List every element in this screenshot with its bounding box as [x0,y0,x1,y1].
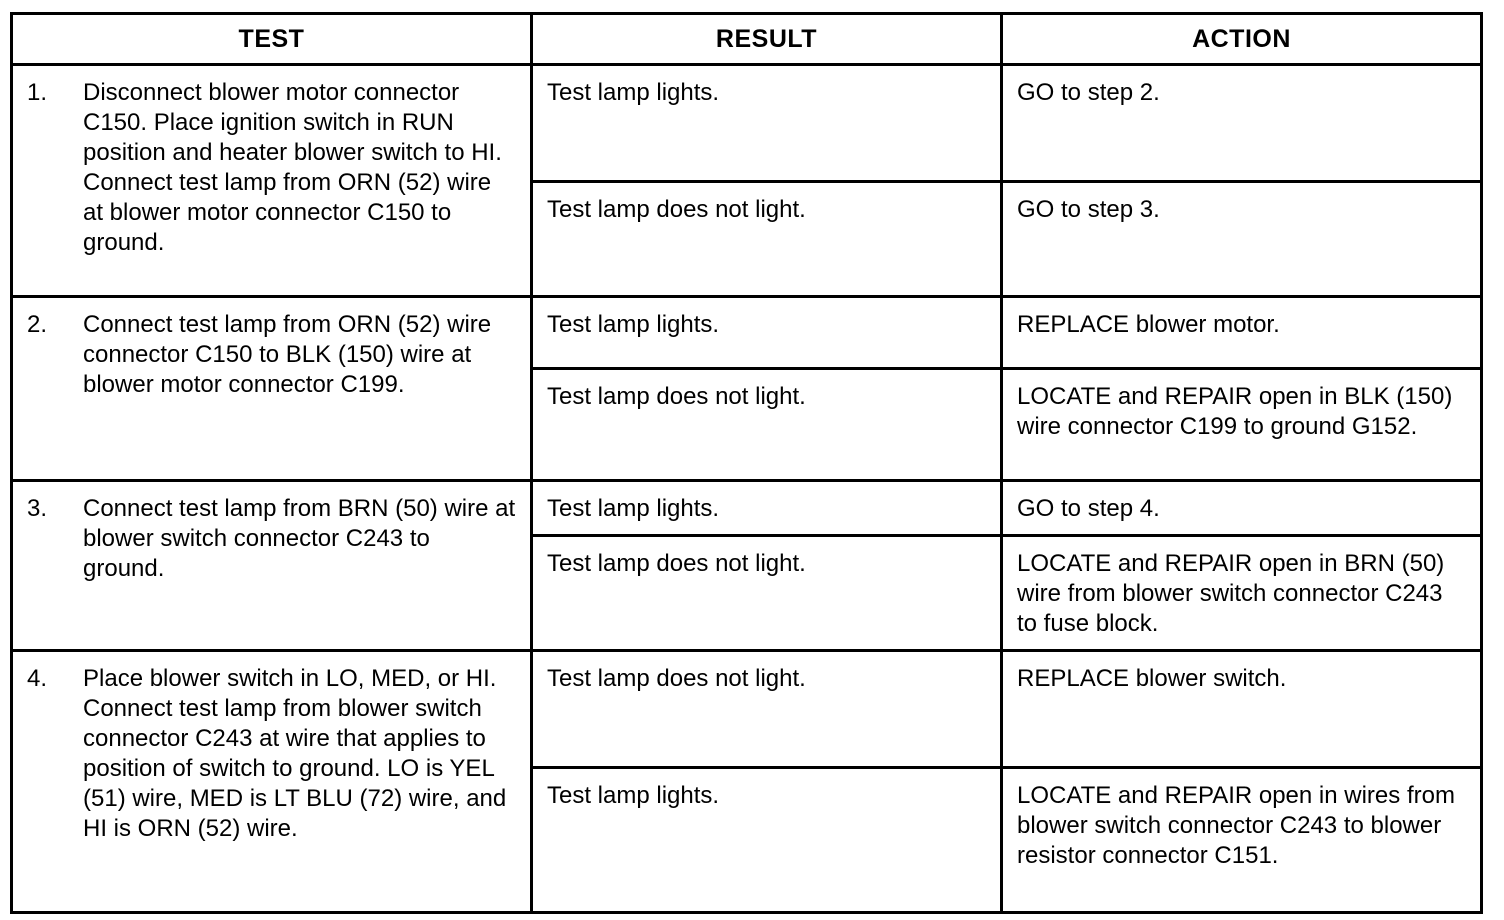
troubleshooting-table [10,12,1483,914]
action-cell: GO to step 2. [1002,65,1482,182]
table-row [12,65,1482,182]
result-cell: Test lamp lights. [532,65,1002,182]
result-cell: Test lamp lights. [532,297,1002,369]
header-row [12,14,1482,65]
step-instruction: Connect test lamp from ORN (52) wire connector C150 to BLK (150) wire at blower motor connector C199. [83,311,492,398]
action-cell: LOCATE and REPAIR open in BLK (150) wire connector C199 to ground G152. [1002,369,1482,481]
action-cell: REPLACE blower motor. [1002,297,1482,369]
step-number: 1. [27,79,48,106]
action-cell: REPLACE blower switch. [1002,651,1482,768]
table-row [12,651,1482,768]
action-cell: LOCATE and REPAIR open in BRN (50) wire from blower switch connector C243 to fuse block. [1002,536,1482,651]
header-test: TEST [12,14,532,65]
result-cell: Test lamp does not light. [532,182,1002,297]
result-cell: Test lamp lights. [532,481,1002,536]
test-cell-step-4 [12,651,532,913]
step-number: 4. [27,665,48,692]
header-action: ACTION [1002,14,1482,65]
result-cell: Test lamp does not light. [532,536,1002,651]
step-instruction: Connect test lamp from BRN (50) wire at blower switch connector C243 to ground. [83,495,516,582]
step-instruction: Disconnect blower motor connector C150. Place ignition switch in RUN position and heater blower switch to HI. Connect test lamp from ORN (52) wire at blower motor connector C150 to ground. [83,79,502,256]
step-number: 3. [27,495,48,522]
test-cell-step-2 [12,297,532,481]
table-row [12,297,1482,369]
result-cell: Test lamp does not light. [532,369,1002,481]
action-cell: GO to step 3. [1002,182,1482,297]
step-instruction: Place blower switch in LO, MED, or HI. Connect test lamp from blower switch connector C243 at wire that applies to position of switch to ground. LO is YEL (51) wire, MED is LT BLU (72) wire, and HI is ORN (52) wire. [83,665,507,842]
test-cell-step-3 [12,481,532,651]
table-row [12,481,1482,536]
action-cell: LOCATE and REPAIR open in wires from blower switch connector C243 to blower resistor connector C151. [1002,768,1482,913]
header-result: RESULT [532,14,1002,65]
result-cell: Test lamp lights. [532,768,1002,913]
step-number: 2. [27,311,48,338]
result-cell: Test lamp does not light. [532,651,1002,768]
test-cell-step-1 [12,65,532,297]
action-cell: GO to step 4. [1002,481,1482,536]
